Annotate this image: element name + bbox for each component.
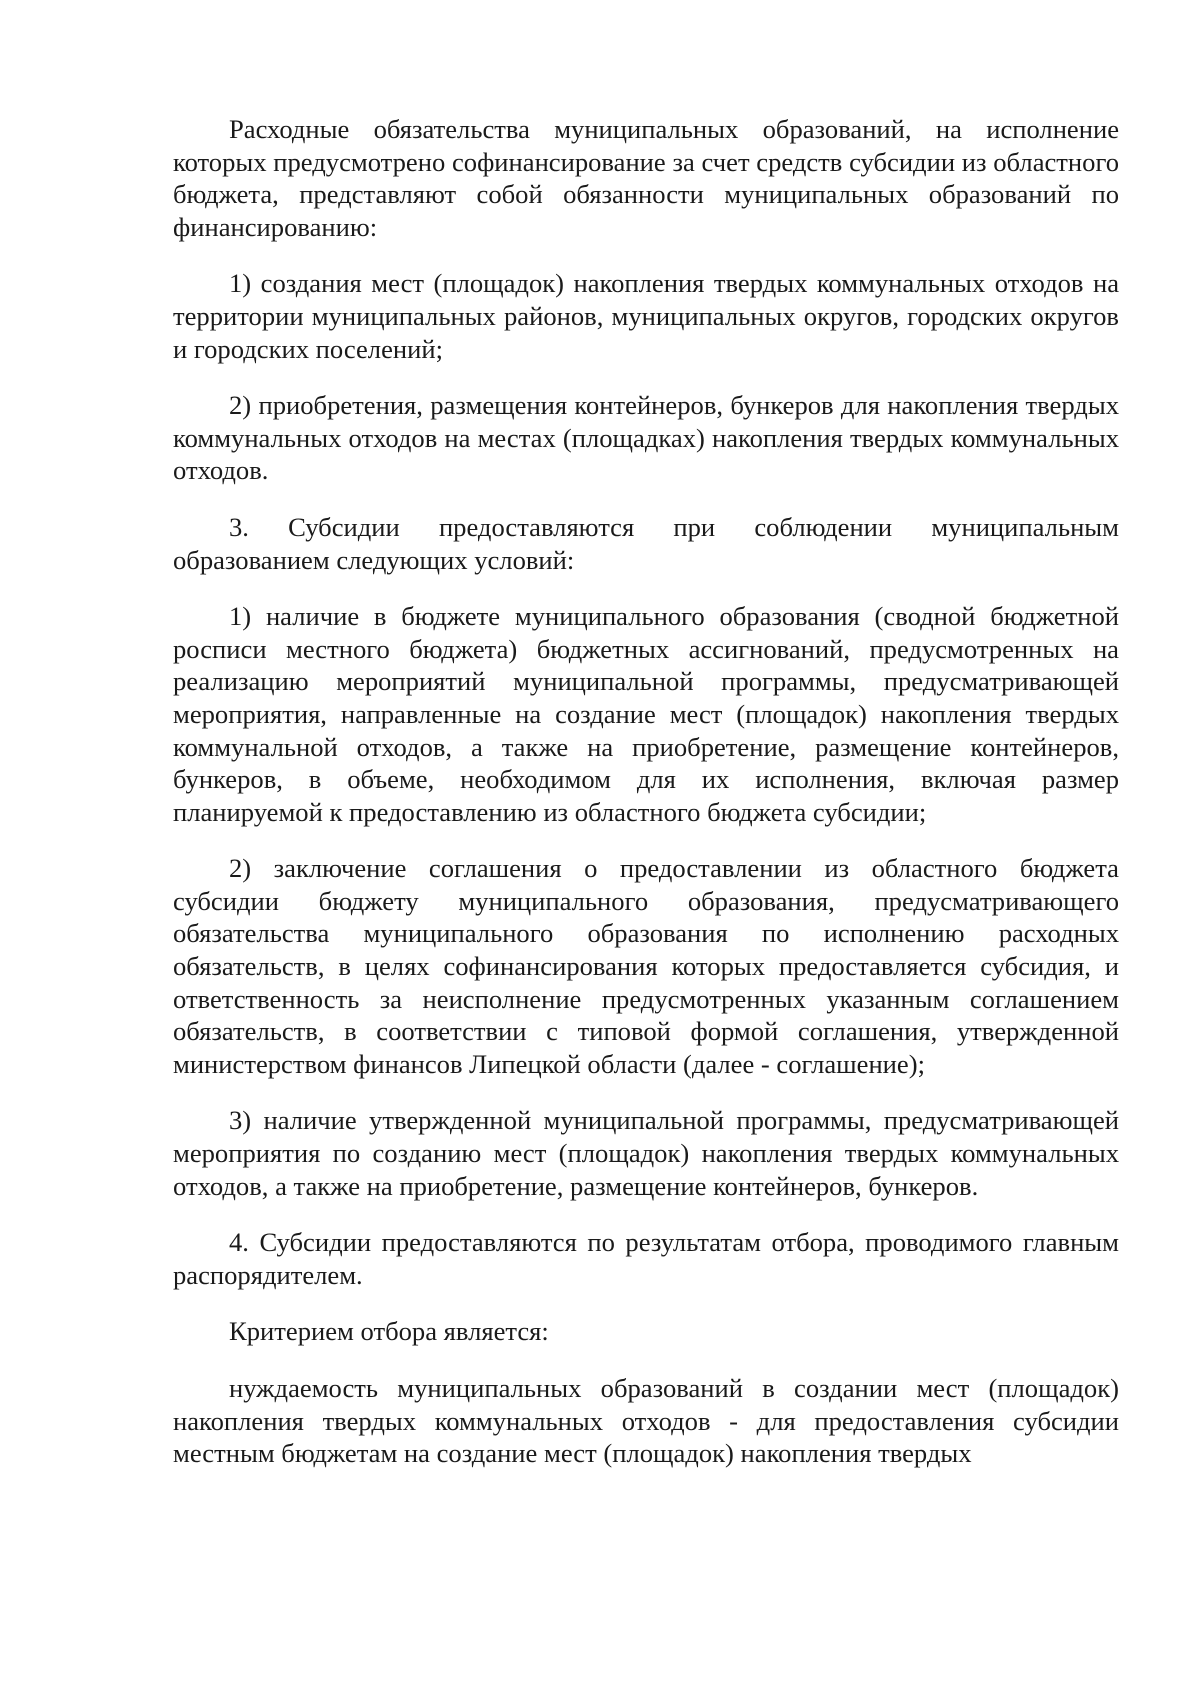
paragraph-condition-2-agreement: 2) заключение соглашения о предоставлении из областного бюджета субсидии бюджету муниципального образования, предусматривающего обязательства муниципального образования по исполнению расходных обязательств, в целях софинансирования которых предоставляется субсидия, и ответственность за неисполнение предусмотренных указанным соглашением обязательств, в соответствии с типовой формой соглашения, утвержденной министерством финансов Липецкой области (далее - соглашение);	[173, 853, 1119, 1079]
paragraph-section-4-selection: 4. Субсидии предоставляются по результатам отбора, проводимого главным распорядителем.	[173, 1227, 1119, 1290]
paragraph-need-criterion: нуждаемость муниципальных образований в создании мест (площадок) накопления твердых коммунальных отходов - для предоставления субсидии местным бюджетам на создание мест (площадок) накопления твердых	[173, 1373, 1119, 1469]
document-page	[173, 113, 1119, 1494]
paragraph-item-2-acquisition: 2) приобретения, размещения контейнеров, бункеров для накопления твердых коммунальных отходов на местах (площадках) накопления твердых коммунальных отходов.	[173, 390, 1119, 486]
paragraph-section-3-conditions: 3. Субсидии предоставляются при соблюдении муниципальным образованием следующих условий:	[173, 511, 1119, 575]
paragraph-item-1-creation: 1) создания мест (площадок) накопления твердых коммунальных отходов на территории муниципальных районов, муниципальных округов, городских округов и городских поселений;	[173, 268, 1119, 364]
paragraph-selection-criterion: Критерием отбора является:	[229, 1316, 549, 1347]
paragraph-condition-1-budget: 1) наличие в бюджете муниципального образования (сводной бюджетной росписи местного бюджета) бюджетных ассигнований, предусмотренных на реализацию мероприятий муниципальной программы, предусматривающей мероприятия, направленные на создание мест (площадок) накопления твердых коммунальной отходов, а также на приобретение, размещение контейнеров, бункеров, в объеме, необходимом для их исполнения, включая размер планируемой к предоставлению из областного бюджета субсидии;	[173, 601, 1119, 827]
paragraph-expense-obligations: Расходные обязательства муниципальных образований, на исполнение которых предусмотрено софинансирование за счет средств субсидии из областного бюджета, представляют собой обязанности муниципальных образований по финансированию:	[173, 114, 1119, 242]
paragraph-condition-3-program: 3) наличие утвержденной муниципальной программы, предусматривающей мероприятия по созданию мест (площадок) накопления твердых коммунальных отходов, а также на приобретение, размещение контейнеров, бункеров.	[173, 1105, 1119, 1201]
